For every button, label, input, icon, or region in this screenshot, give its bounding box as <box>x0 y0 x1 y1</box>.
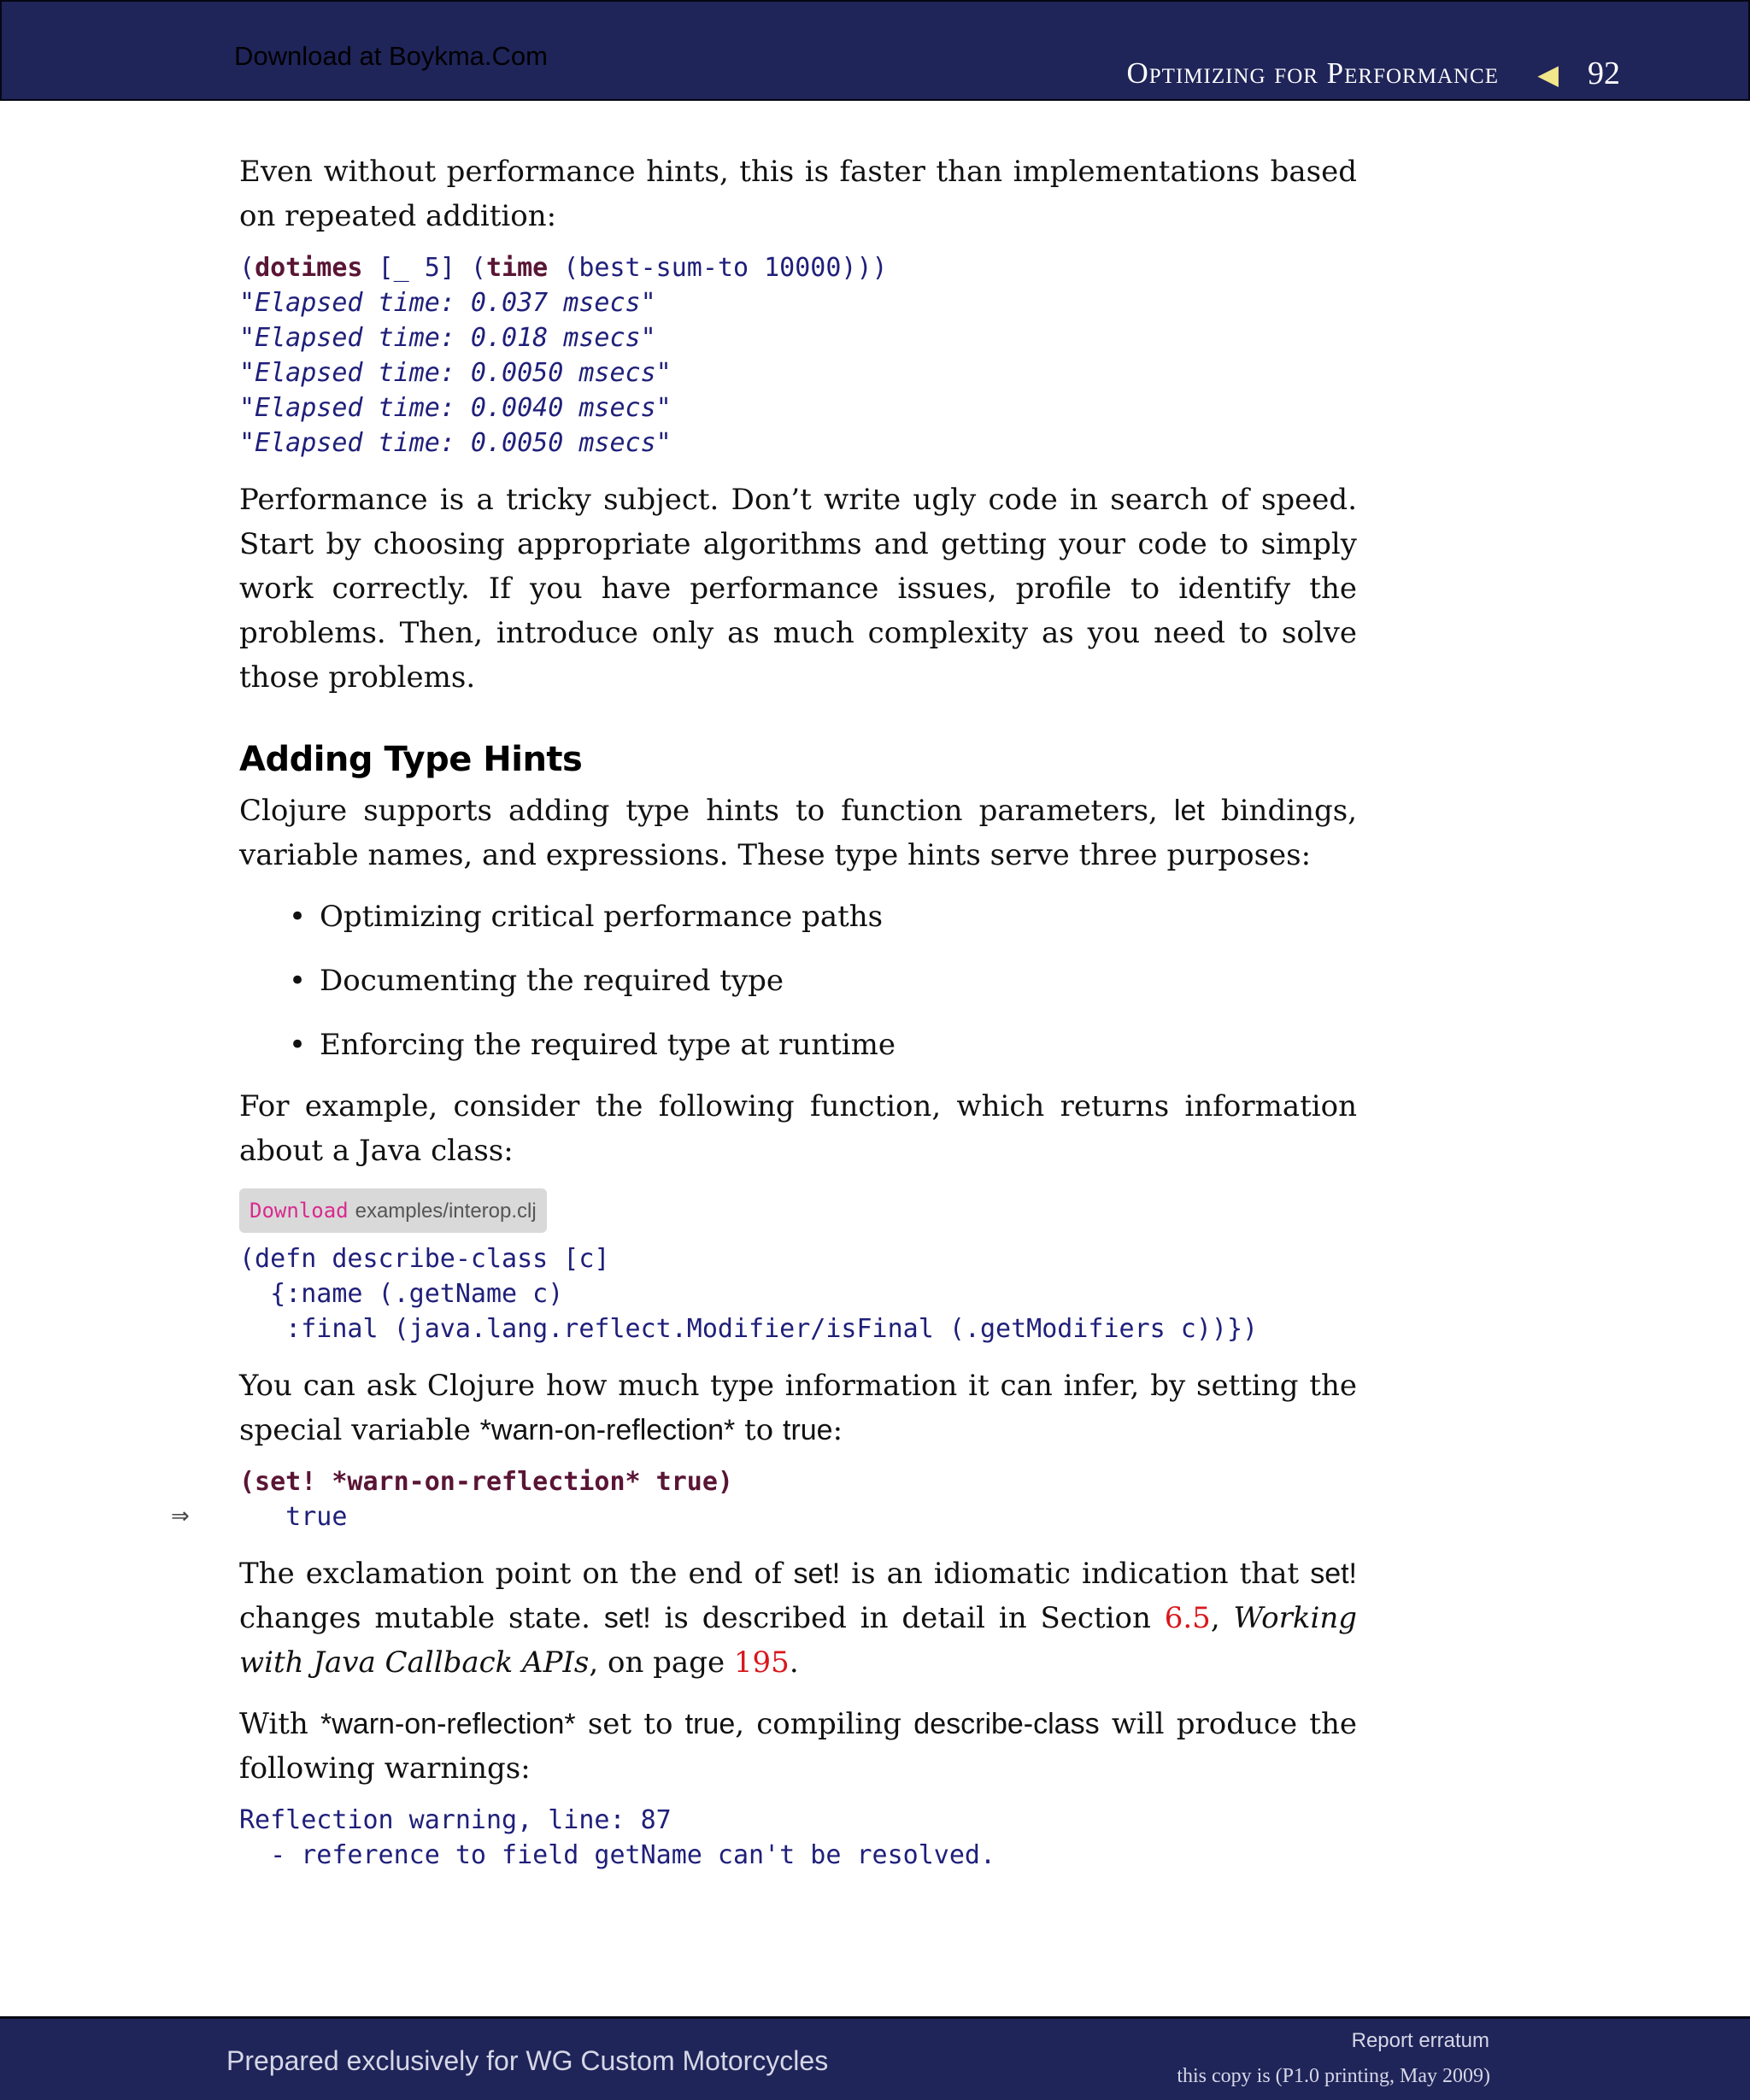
report-erratum-link[interactable]: Report erratum <box>1351 2029 1489 2052</box>
paragraph-type-hints: Clojure supports adding type hints to function parameters, let bindings, variable names, and expressions. These type hints serve three purposes: <box>239 794 1357 872</box>
printing-info: this copy is (P1.0 printing, May 2009) <box>1177 2065 1490 2087</box>
code-block-timing <box>239 250 1357 460</box>
download-note: Download at Boykma.Com <box>234 41 548 71</box>
list-item: • Documenting the required type <box>289 964 784 998</box>
previous-page-arrow-icon[interactable]: ◀ <box>1537 58 1559 91</box>
chapter-title: Optimizing for Performance <box>1126 56 1499 90</box>
page-header <box>0 0 1750 101</box>
code-output-line: "Elapsed time: 0.037 msecs" <box>239 288 656 318</box>
list-item: • Enforcing the required type at runtime <box>289 1028 896 1062</box>
download-label: Download <box>250 1199 349 1223</box>
code-output-line: "Elapsed time: 0.018 msecs" <box>239 323 656 353</box>
code-line-dotimes: (dotimes [_ 5] (time (best-sum-to 10000))) <box>239 253 888 283</box>
code-block-warnings <box>239 1803 1357 1873</box>
code-line: :final (java.lang.reflect.Modifier/isFinal (.getModifiers c))}) <box>239 1314 1259 1344</box>
code-line: {:name (.getName c) <box>239 1279 564 1309</box>
paragraph-intro: Even without performance hints, this is faster than implementations based on repeated addition: <box>239 155 1357 233</box>
prepared-for-note: Prepared exclusively for WG Custom Motorcycles <box>226 2045 829 2076</box>
page-link[interactable]: 195 <box>733 1645 790 1680</box>
page-number: 92 <box>1588 56 1620 91</box>
paragraph-warn-on-reflection: You can ask Clojure how much type information it can infer, by setting the special variable *warn-on-reflection* to true: <box>239 1369 1357 1447</box>
download-source-link[interactable] <box>239 1188 547 1233</box>
code-result: true <box>239 1502 348 1532</box>
paragraph-performance: Performance is a tricky subject. Don’t write ugly code in search of speed. Start by choosing appropriate algorithms and getting your code to simply work correctly. If you have performance issues, profile to identify the problems. Then, introduce only as much complexity as you need to solve those problems. <box>239 483 1357 695</box>
code-line-set: (set! *warn-on-reflection* true) <box>239 1467 733 1497</box>
page-footer <box>0 2016 1750 2100</box>
page-content <box>171 145 1357 1873</box>
result-arrow-icon: ⇒ <box>171 1504 190 1529</box>
code-line: - reference to field getName can't be resolved. <box>239 1840 996 1870</box>
list-item: • Optimizing critical performance paths <box>289 900 884 934</box>
code-output-line: "Elapsed time: 0.0040 msecs" <box>239 393 672 423</box>
code-line: Reflection warning, line: 87 <box>239 1805 672 1835</box>
code-output-line: "Elapsed time: 0.0050 msecs" <box>239 428 672 458</box>
code-output-line: "Elapsed time: 0.0050 msecs" <box>239 358 672 388</box>
download-path: examples/interop.clj <box>355 1200 537 1223</box>
code-block-describe-class <box>239 1241 1357 1346</box>
section-link[interactable]: 6.5 <box>1164 1601 1211 1635</box>
paragraph-warnings: With *warn-on-reflection* set to true, compiling describe-class will produce the following warnings: <box>239 1707 1357 1786</box>
paragraph-set: The exclamation point on the end of set! is an idiomatic indication that set! changes mutable state. set! is described in detail in Section 6.5, Working with Java Callback APIs, on page 195. <box>239 1557 1357 1680</box>
purpose-list <box>239 895 1357 1067</box>
code-block-set <box>171 1464 1357 1534</box>
paragraph-example: For example, consider the following function, which returns information about a Java class: <box>239 1089 1357 1168</box>
code-line: (defn describe-class [c] <box>239 1244 610 1274</box>
section-heading: Adding Type Hints <box>239 740 583 779</box>
